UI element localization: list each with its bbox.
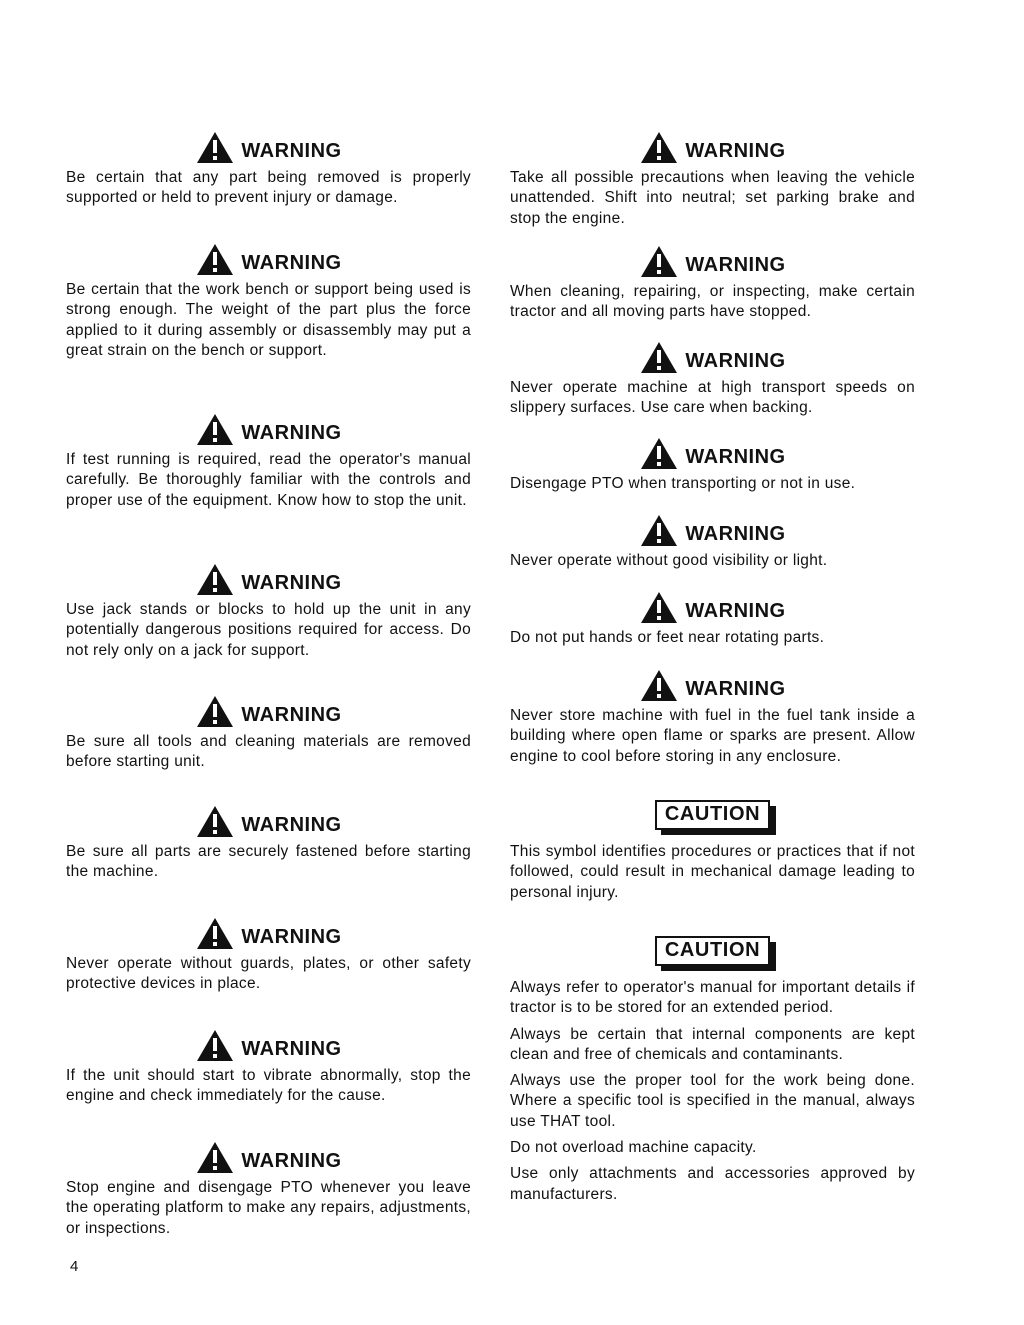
warning-text: Be certain that any part being removed is properly supported or held to prevent injury or damage.: [66, 169, 471, 207]
list-item: Do not overload machine capacity.: [510, 1139, 757, 1157]
warning-block: [66, 802, 471, 883]
warning-label: WARNING: [241, 572, 342, 594]
warning-label: WARNING: [241, 252, 342, 274]
warning-block: [510, 434, 915, 494]
warning-label: WARNING: [685, 350, 786, 372]
warning-block: [66, 240, 471, 361]
warning-text: Be certain that the work bench or support being used is strong enough. The weight of the part plus the force applied to it during assembly or disassembly may put a great strain on the bench or support.: [66, 281, 471, 359]
warning-label: WARNING: [685, 678, 786, 700]
warning-block: [510, 588, 915, 648]
warning-label: WARNING: [685, 446, 786, 468]
warning-label: WARNING: [241, 926, 342, 948]
page-number: 4: [70, 1258, 79, 1275]
list-item: Always refer to operator's manual for important details if tractor is to be stored for an extended period.: [510, 979, 915, 1017]
warning-text: Never operate machine at high transport speeds on slippery surfaces. Use care when backing.: [510, 379, 915, 417]
warning-label: WARNING: [241, 814, 342, 836]
warning-triangle-icon: [195, 562, 235, 596]
warning-triangle-icon: [639, 340, 679, 374]
warning-block: [510, 338, 915, 419]
warning-triangle-icon: [639, 436, 679, 470]
caution-text: This symbol identifies procedures or practices that if not followed, could result in mechanical damage leading to personal injury.: [510, 843, 915, 901]
warning-triangle-icon: [195, 130, 235, 164]
warning-label: WARNING: [685, 600, 786, 622]
warning-block: [510, 666, 915, 767]
warning-triangle-icon: [195, 1028, 235, 1062]
warning-block: [510, 242, 915, 323]
warning-block: [510, 128, 915, 229]
caution-block: [510, 800, 915, 903]
warning-text: Be sure all parts are securely fastened before starting the machine.: [66, 843, 471, 881]
warning-block: [66, 914, 471, 995]
warning-label: WARNING: [241, 1038, 342, 1060]
list-item: Always use the proper tool for the work being done. Where a specific tool is specified in the manual, always use THAT tool.: [510, 1072, 915, 1130]
list-item: Always be certain that internal components are kept clean and free of chemicals and contaminants.: [510, 1025, 915, 1063]
warning-block: [66, 560, 471, 661]
caution-label: CAUTION: [655, 800, 770, 830]
warning-triangle-icon: [639, 590, 679, 624]
warning-triangle-icon: [639, 244, 679, 278]
warning-label: WARNING: [241, 140, 342, 162]
warning-text: If test running is required, read the operator's manual carefully. Be thoroughly familiar with the controls and proper use of the equipment. Know how to stop the unit.: [66, 451, 471, 509]
warning-label: WARNING: [685, 140, 786, 162]
list-item: Use only attachments and accessories approved by manufacturers.: [510, 1165, 915, 1203]
warning-triangle-icon: [195, 1140, 235, 1174]
warning-text: If the unit should start to vibrate abnormally, stop the engine and check immediately for the cause.: [66, 1067, 471, 1105]
warning-triangle-icon: [639, 513, 679, 547]
warning-triangle-icon: [195, 804, 235, 838]
warning-triangle-icon: [195, 412, 235, 446]
warning-block: [66, 1138, 471, 1239]
warning-text: Be sure all tools and cleaning materials are removed before starting unit.: [66, 733, 471, 771]
warning-triangle-icon: [195, 242, 235, 276]
warning-text: Never operate without good visibility or light.: [510, 552, 828, 569]
warning-text: Stop engine and disengage PTO whenever you leave the operating platform to make any repairs, adjustments, or inspections.: [66, 1179, 471, 1237]
warning-label: WARNING: [241, 1150, 342, 1172]
caution-list: [510, 978, 915, 1205]
warning-triangle-icon: [639, 130, 679, 164]
warning-text: Never store machine with fuel in the fuel tank inside a building where open flame or sparks are present. Allow engine to cool before storing in any enclosure.: [510, 707, 915, 765]
warning-block: [66, 692, 471, 773]
warning-triangle-icon: [639, 668, 679, 702]
warning-text: When cleaning, repairing, or inspecting, make certain tractor and all moving parts have stopped.: [510, 283, 915, 321]
warning-block: [66, 410, 471, 511]
warning-label: WARNING: [685, 523, 786, 545]
warning-block: [510, 511, 915, 571]
warning-label: WARNING: [241, 422, 342, 444]
warning-label: WARNING: [685, 254, 786, 276]
warning-text: Never operate without guards, plates, or other safety protective devices in place.: [66, 955, 471, 993]
warning-triangle-icon: [195, 694, 235, 728]
warning-block: [66, 128, 471, 209]
warning-text: Do not put hands or feet near rotating parts.: [510, 629, 825, 646]
warning-block: [66, 1026, 471, 1107]
caution-label: CAUTION: [655, 936, 770, 966]
caution-block: [510, 936, 915, 1211]
warning-text: Take all possible precautions when leaving the vehicle unattended. Shift into neutral; set parking brake and stop the engine.: [510, 169, 915, 227]
warning-text: Use jack stands or blocks to hold up the unit in any potentially dangerous positions required for access. Do not rely only on a jack for support.: [66, 601, 471, 659]
warning-label: WARNING: [241, 704, 342, 726]
warning-triangle-icon: [195, 916, 235, 950]
warning-text: Disengage PTO when transporting or not in use.: [510, 475, 856, 492]
